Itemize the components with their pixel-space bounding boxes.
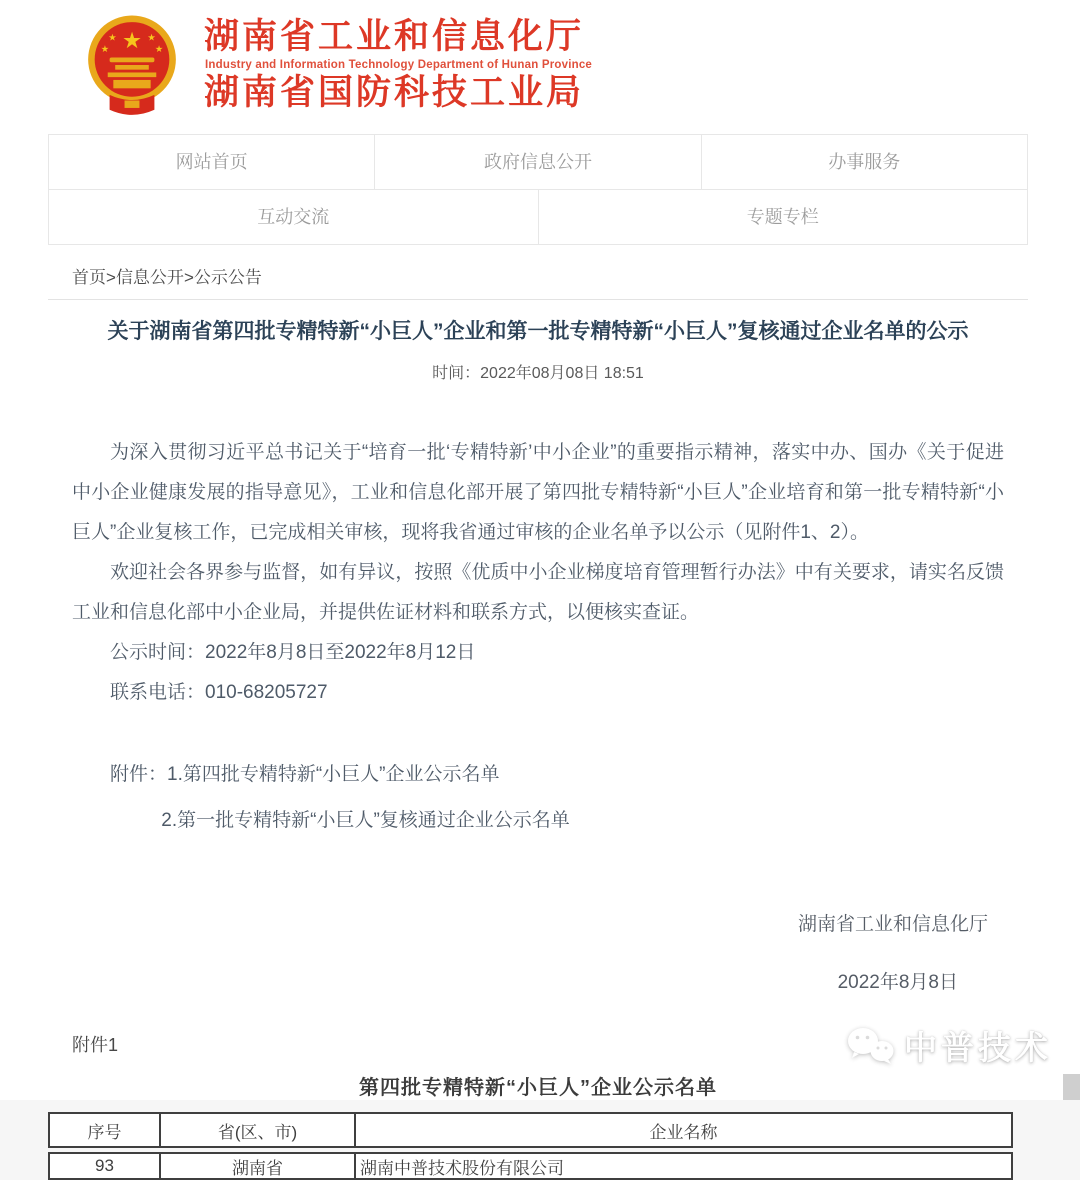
annex-table [48,1112,1013,1180]
paragraph-2: 欢迎社会各界参与监督，如有异议，按照《优质中小企业梯度培育管理暂行办法》中有关要求，请实名反馈工业和信息化部中小企业局，并提供佐证材料和联系方式，以便核实查证。 [72,562,1004,623]
table-header-row [48,1112,1013,1148]
svg-text:★: ★ [147,32,156,44]
annex-label: 附件1 [72,1035,119,1055]
contact-phone: 联系电话：010-68205727 [110,682,328,703]
breadcrumb-separator: > [106,268,116,287]
col-header-province: 省(区、市) [161,1114,356,1146]
attachment-list [72,755,1004,841]
page-title: 关于湖南省第四批专精特新“小巨人”企业和第一批专精特新“小巨人”复核通过企业名单的公示 [107,320,969,343]
breadcrumb-separator: > [183,268,194,287]
org-name-cn: 湖南省工业和信息化厅 [204,16,585,56]
cell-serial: 93 [50,1154,161,1178]
nav-item-home[interactable]: 网站首页 [49,135,375,190]
attachment-item-1: 附件：1.第四批专精特新“小巨人”企业公示名单 [110,764,500,785]
breadcrumb-info[interactable]: 信息公开 [115,268,184,287]
breadcrumb-announcements[interactable]: 公示公告 [193,268,262,287]
cell-province: 湖南省 [161,1154,356,1178]
svg-text:★: ★ [154,43,164,55]
col-header-serial: 序号 [50,1114,161,1146]
publish-time: 时间：2022年08月08日 18:51 [432,365,644,382]
svg-text:★: ★ [121,28,143,55]
table-row [48,1152,1013,1180]
signature-date: 2022年8月8日 [837,972,958,993]
org-name-cn2: 湖南省国防科技工业局 [204,72,585,112]
breadcrumb-home[interactable]: 首页 [72,268,106,287]
nav-row-2 [49,190,1028,245]
main-nav [48,134,1028,245]
article-body [48,433,1028,1003]
paragraph-1: 为深入贯彻习近平总书记关于“培育一批‘专精特新’中小企业”的重要指示精神，落实中办、国办《关于促进中小企业健康发展的指导意见》，工业和信息化部开展了第四批专精特新“小巨人”企业培育和第一批专精特新“小巨人”企业复核工作，已完成相关审核，现将我省通过审核的企业名单予以公示（见附件1、2）。 [72,442,1004,543]
col-header-company: 企业名称 [649,1122,718,1142]
nav-item-special-columns[interactable]: 专题专栏 [539,190,1029,245]
attachment-item-2: 2.第一批专精特新“小巨人”复核通过企业公示名单 [161,810,570,831]
nav-item-services[interactable]: 办事服务 [702,135,1028,190]
watermark-text: 中普技术 [904,1029,1052,1066]
org-title-block [204,16,593,112]
publicity-period: 公示时间：2022年8月8日至2022年8月12日 [110,642,476,663]
signature-org: 湖南省工业和信息化厅 [797,914,988,935]
svg-text:★: ★ [108,32,117,44]
nav-item-interaction[interactable]: 互动交流 [49,190,539,245]
cell-company: 湖南中普技术股份有限公司 [360,1158,564,1178]
national-emblem-logo [76,9,188,121]
svg-text:★: ★ [100,43,110,55]
nav-item-gov-info[interactable]: 政府信息公开 [375,135,701,190]
annex-table-title: 第四批专精特新“小巨人”企业公示名单 [359,1077,717,1099]
divider [48,299,1028,300]
scrollbar-thumb[interactable] [1063,1074,1080,1100]
breadcrumb [48,245,1028,299]
org-name-en: Industry and Information Technology Department of Hunan Province [205,58,593,71]
signature-block [72,905,1004,1003]
nav-row-1 [49,135,1028,190]
article [48,315,1028,1180]
site-header [0,0,1080,130]
